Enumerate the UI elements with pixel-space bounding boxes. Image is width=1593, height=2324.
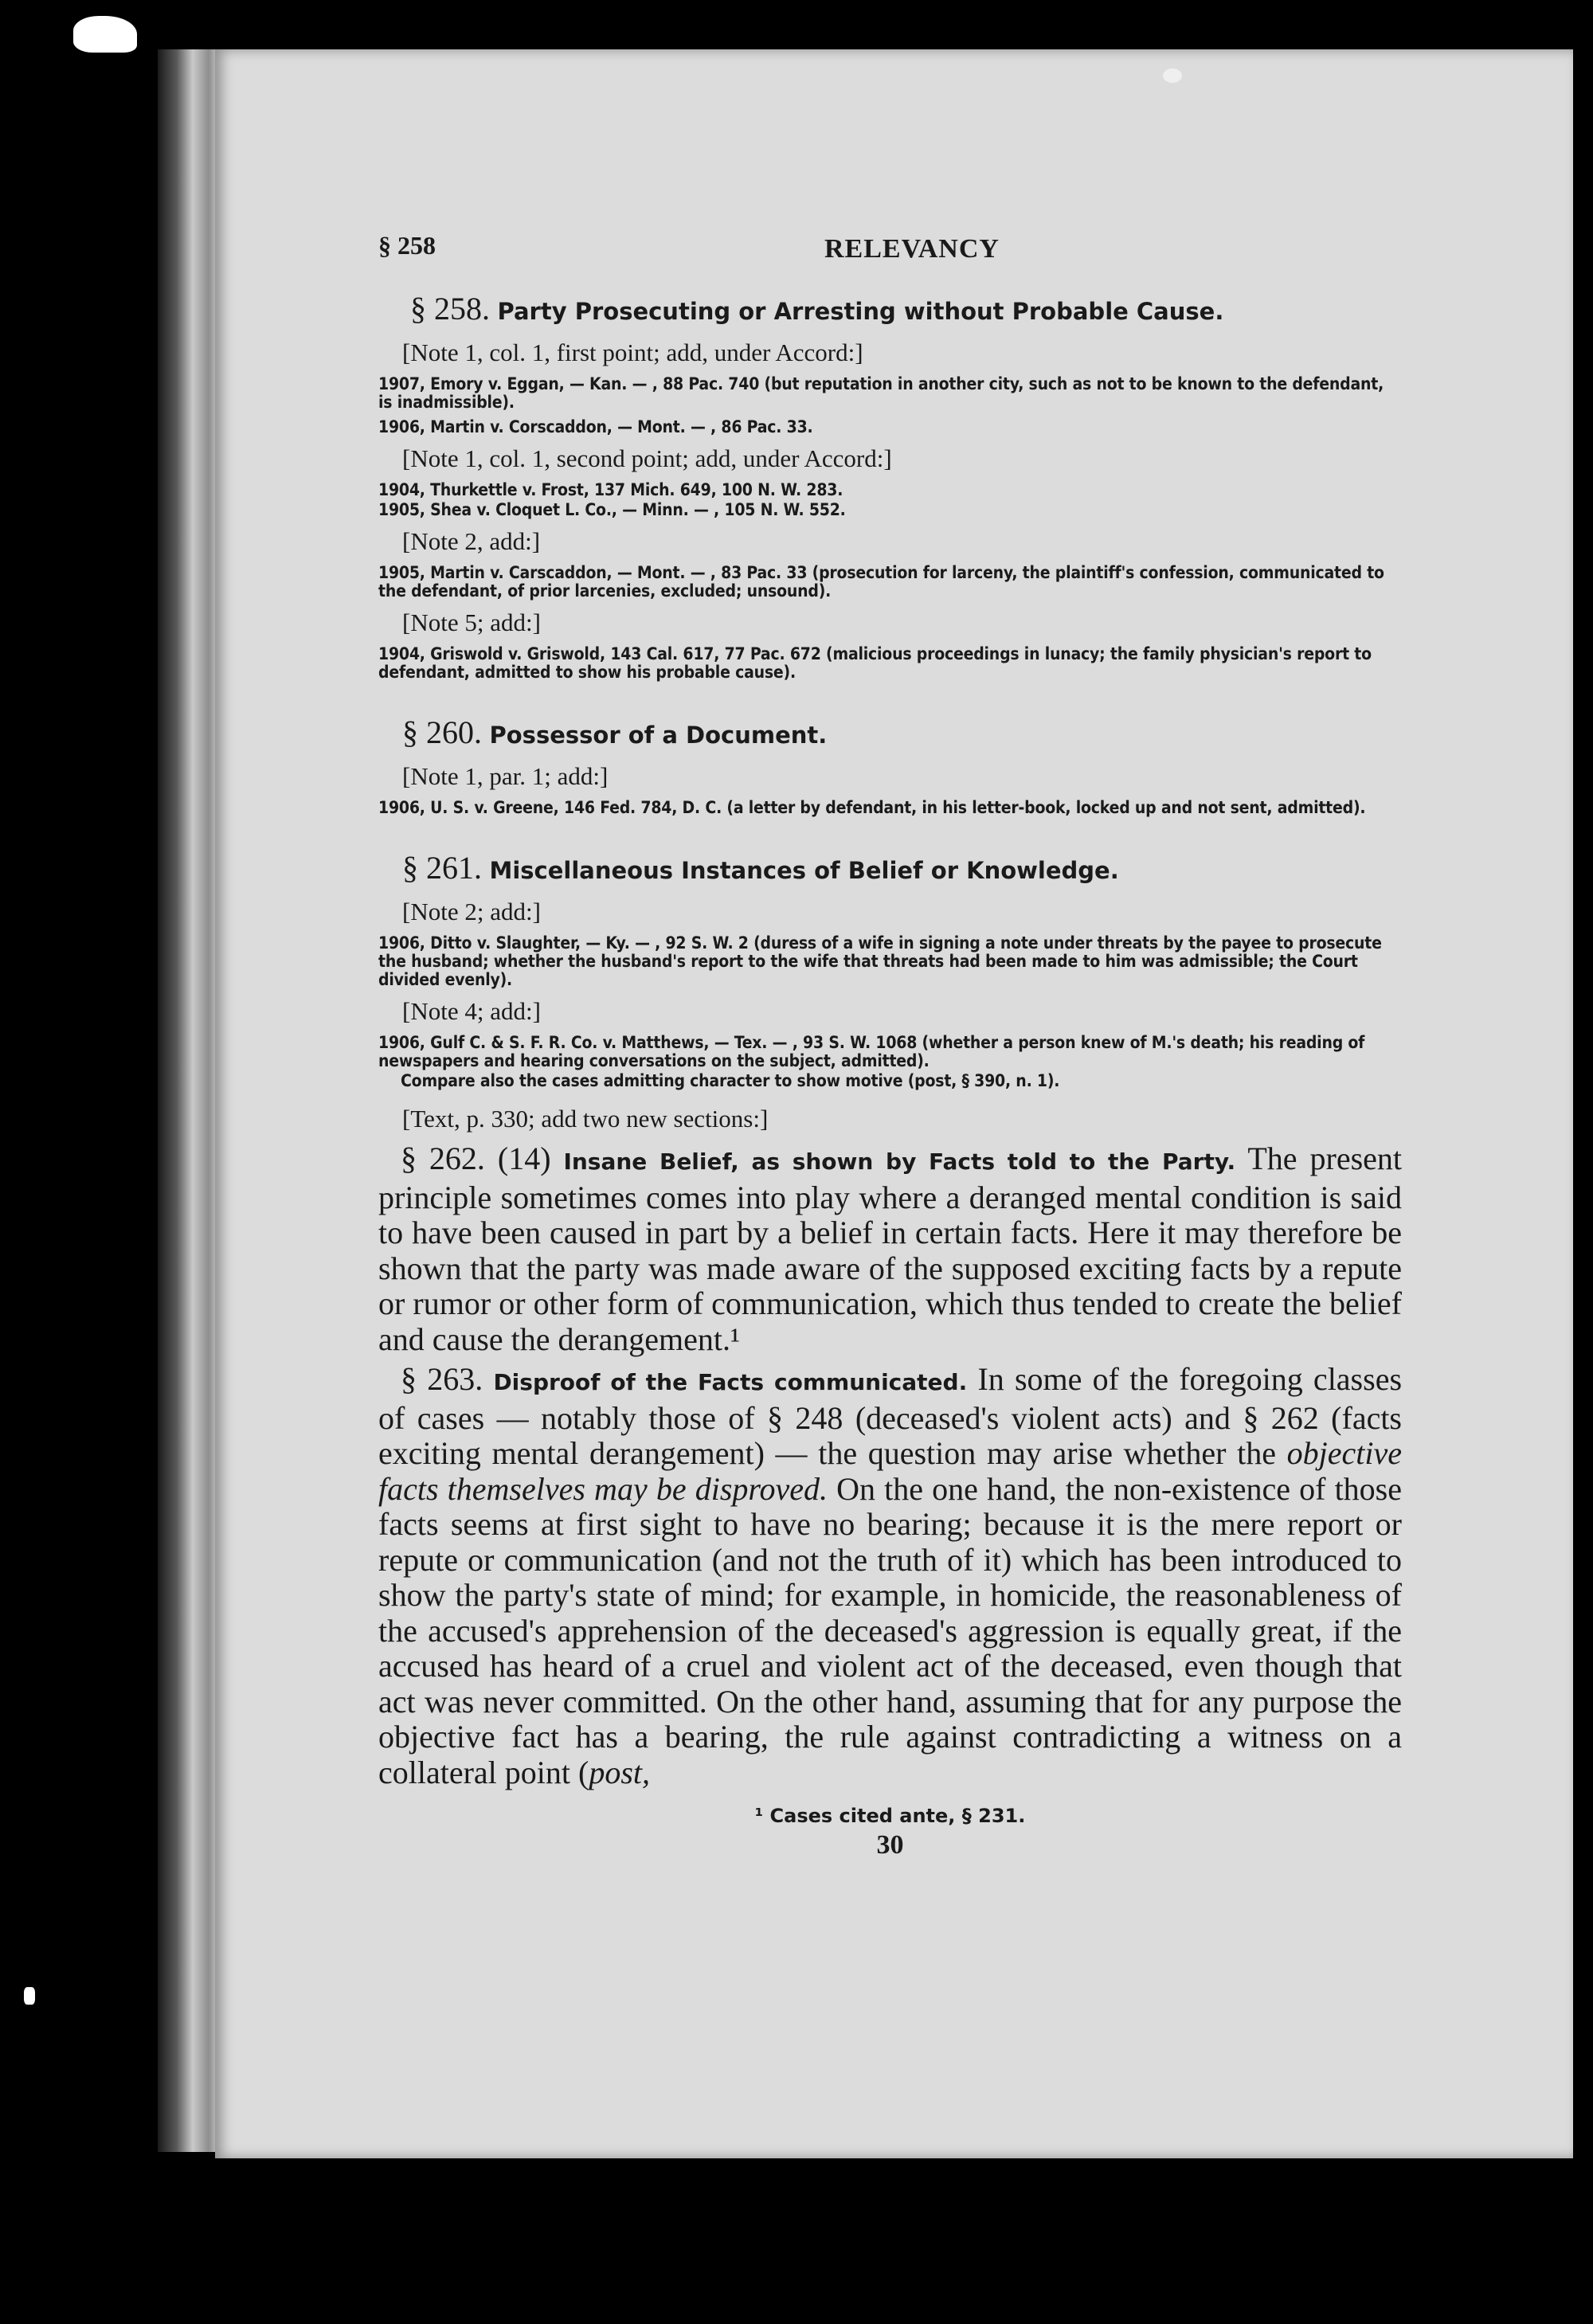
citation: 1905, Shea v. Cloquet L. Co., — Minn. — , 105 N. W. 552. — [378, 500, 846, 519]
page-content — [378, 231, 1402, 1860]
page-smudge — [1163, 68, 1182, 83]
note-label: [Note 4; add:] — [402, 997, 541, 1025]
note-label: [Note 2; add:] — [402, 898, 541, 925]
note-label: [Note 5; add:] — [402, 608, 541, 636]
page-number: 30 — [876, 1830, 904, 1860]
text-note: [Text, p. 330; add two new sections:] — [402, 1105, 769, 1133]
citation: 1906, Martin v. Corscaddon, — Mont. — , 86 Pac. 33. — [378, 417, 813, 436]
section-262-paragraph: § 262. (14) Insane Belief, as shown by Facts told to the Party. The present principle sometimes comes into play where a deranged mental condition is said to have been caused in part by a belief in certain facts. Here it may therefore be shown that the party was made aware of the supposed exciting facts by a repute or rumor or other form of communication, which thus tended to create the belief and cause the derangement.¹ — [378, 1140, 1403, 1357]
section-258-title: § 258. Party Prosecuting or Arresting without Probable Cause. — [410, 291, 1224, 327]
citation: 1904, Griswold v. Griswold, 143 Cal. 617, 77 Pac. 672 (malicious proceedings in lunacy; the family physician's report to defendant, admitted to show his probable cause). — [378, 644, 1372, 682]
book-spine-edge — [158, 49, 221, 2152]
citation: 1905, Martin v. Carscaddon, — Mont. — , 83 Pac. 33 (prosecution for larceny, the plaintiff's confession, communicated to the defendant, of prior larcenies, excluded; unsound). — [378, 563, 1384, 601]
section-261-title: § 261. Miscellaneous Instances of Belief or Knowledge. — [402, 850, 1119, 886]
citation: 1907, Emory v. Eggan, — Kan. — , 88 Pac. 740 (but reputation in another city, such as not to be known to the defendant, is inadmissible). — [378, 374, 1384, 412]
header-title: RELEVANCY — [824, 234, 1000, 264]
citation: 1906, U. S. v. Greene, 146 Fed. 784, D. C. (a letter by defendant, in his letter-book, locked up and not sent, admitted). — [378, 798, 1366, 817]
section-263-paragraph: § 263. Disproof of the Facts communicated. In some of the foregoing classes of cases — notably those of § 248 (deceased's violent acts) and § 262 (facts exciting mental derangement) — the question may arise whether the objective facts themselves may be disproved. On the one hand, the non-existence of those facts seems at first sight to have no bearing; because it is the mere report or repute or communication (and not the truth of it) which has been introduced to show the party's state of mind; for example, in homicide, the reasonableness of the accused's apprehension of the deceased's aggression is equally great, if the accused has heard of a cruel and violent act of the deceased, even though that act was never committed. On the other hand, assuming that for any purpose the objective fact has a bearing, the rule against contradicting a witness on a collateral point (post, — [378, 1361, 1403, 1790]
section-260-title: § 260. Possessor of a Document. — [402, 714, 828, 750]
header-section-mark: § 258 — [378, 231, 436, 260]
book-page — [215, 49, 1573, 2158]
footnote: ¹ Cases cited ante, § 231. — [754, 1805, 1026, 1827]
scan-blot-left — [24, 1987, 35, 2005]
note-label: [Note 1, par. 1; add:] — [402, 762, 609, 790]
citation: 1904, Thurkettle v. Frost, 137 Mich. 649, 100 N. W. 283. — [378, 480, 843, 499]
citation: 1906, Gulf C. & S. F. R. Co. v. Matthews, — Tex. — , 93 S. W. 1068 (whether a person knew of M.'s death; his reading of newspapers and hearing conversations on the subject, admitted). — [378, 1033, 1365, 1070]
note-label: [Note 1, col. 1, first point; add, under Accord:] — [402, 338, 863, 366]
scan-blot-top-left — [73, 16, 137, 53]
citation: 1906, Ditto v. Slaughter, — Ky. — , 92 S. W. 2 (duress of a wife in signing a note under threats by the payee to prosecute the husband; whether the husband's report to the wife that threats had been made to him was admissible; the Court divided evenly). — [378, 933, 1382, 989]
note-label: [Note 2, add:] — [402, 527, 541, 555]
running-header — [378, 231, 1402, 282]
note-label: [Note 1, col. 1, second point; add, under Accord:] — [402, 444, 892, 472]
citation: Compare also the cases admitting character to show motive (post, § 390, n. 1). — [401, 1071, 1060, 1090]
